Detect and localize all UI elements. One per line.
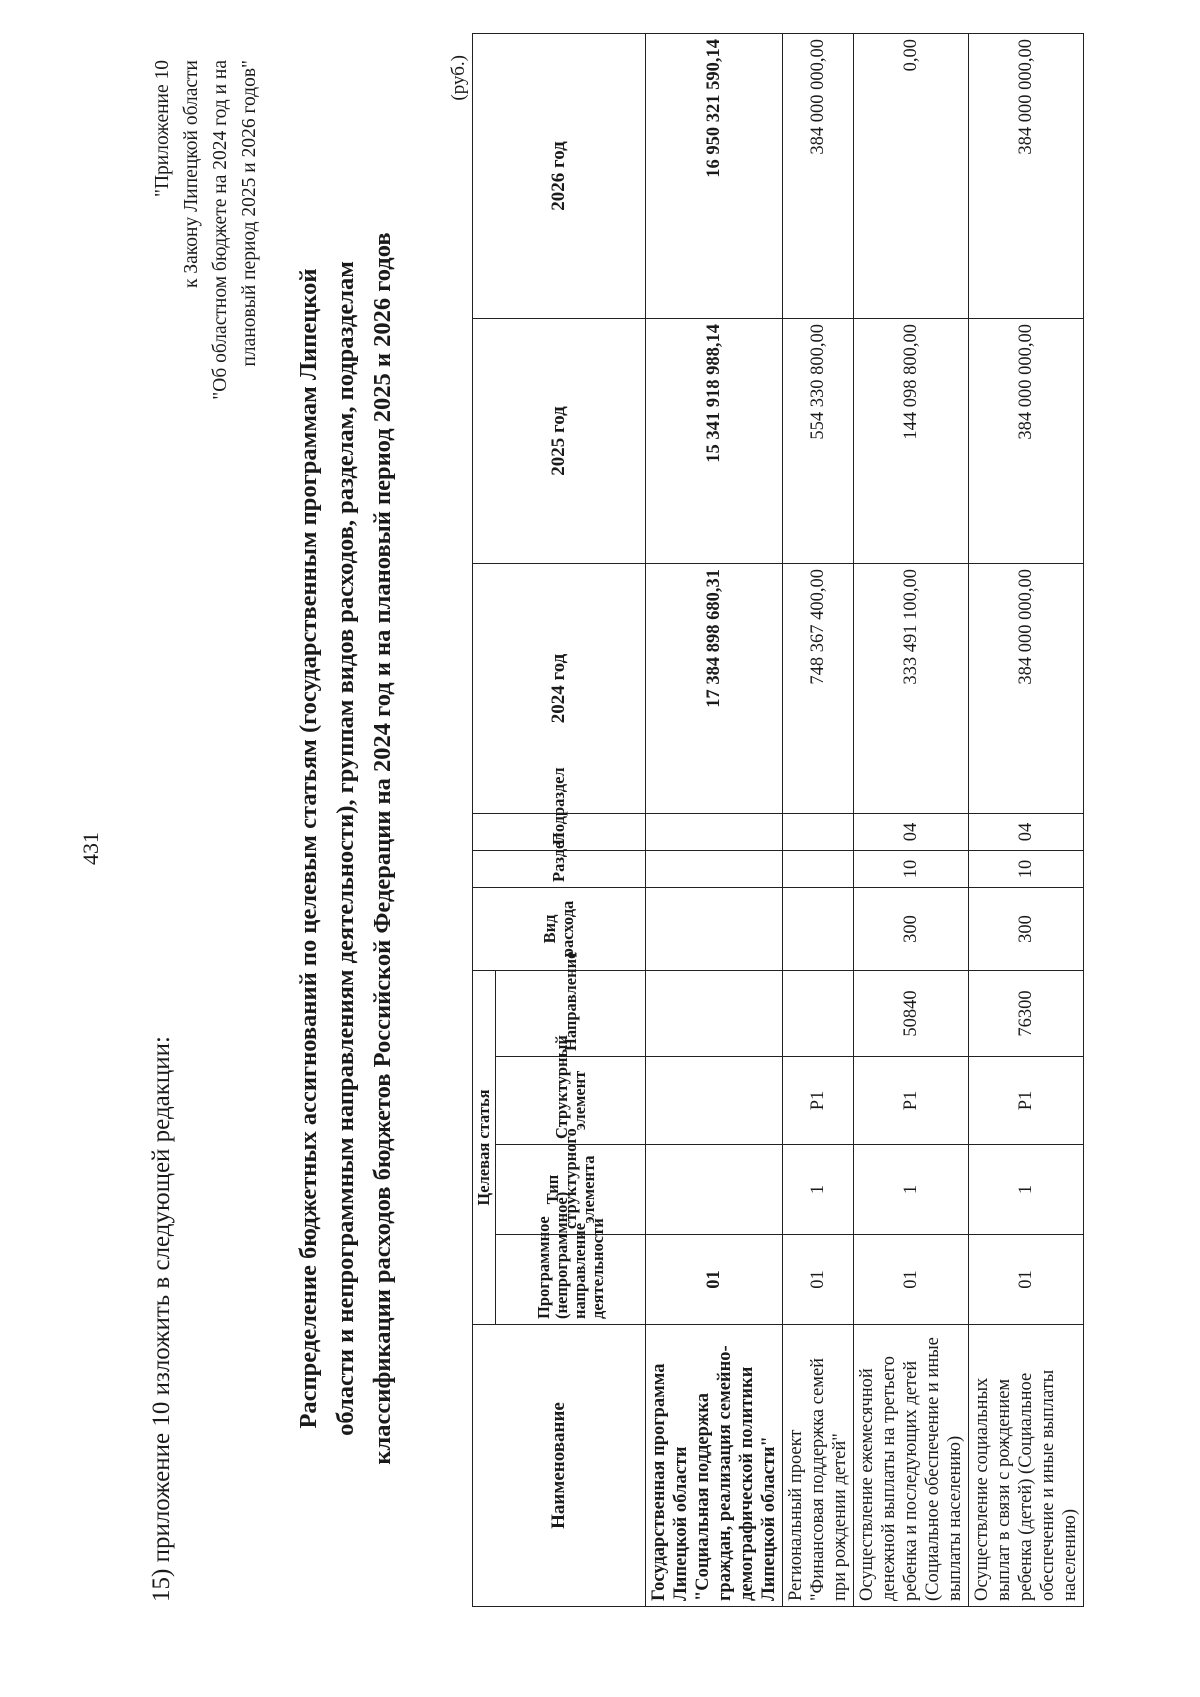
document-title xyxy=(290,100,401,1597)
row-amount-2025: 144 098 800,00 xyxy=(854,318,969,563)
header-subsection: Подраздел xyxy=(473,813,646,850)
row-direction: 50840 xyxy=(854,970,969,1056)
row-amount-2026: 16 950 321 590,14 xyxy=(646,33,783,318)
row-expense-type xyxy=(783,887,854,970)
table-row xyxy=(969,33,1084,1606)
row-section: 10 xyxy=(854,850,969,887)
header-program: Программное (непрограммное) направление деятельности xyxy=(496,1235,646,1325)
header-expense-type: Вид расхода xyxy=(473,887,646,970)
row-program: 01 xyxy=(854,1235,969,1325)
row-program: 01 xyxy=(969,1235,1084,1325)
row-amount-2025: 554 330 800,00 xyxy=(783,318,854,563)
row-amount-2026: 0,00 xyxy=(854,33,969,318)
row-amount-2025: 384 000 000,00 xyxy=(969,318,1084,563)
budget-table xyxy=(472,33,1084,1607)
row-program: 01 xyxy=(646,1235,783,1325)
row-struct-element: P1 xyxy=(969,1057,1084,1145)
row-struct-element: P1 xyxy=(783,1057,854,1145)
table-row xyxy=(646,33,783,1606)
title-line: классификации расходов бюджетов Российской Федерации на 2024 год и на плановый период 2025 и 2026 годов xyxy=(369,232,396,1465)
header-direction: Направление xyxy=(496,970,646,1056)
appendix-ref-line: "Об областном бюджете на 2024 год и на xyxy=(210,60,231,400)
row-section xyxy=(783,850,854,887)
intro-text: 15) приложение 10 изложить в следующей редакции: xyxy=(148,1036,175,1602)
header-target-article: Целевая статья xyxy=(473,970,496,1324)
table-row xyxy=(854,33,969,1606)
appendix-ref-line: "Приложение 10 xyxy=(152,60,173,197)
header-year-2025: 2025 год xyxy=(473,318,646,563)
header-year-2024: 2024 год xyxy=(473,563,646,813)
row-direction: 76300 xyxy=(969,970,1084,1056)
row-amount-2024: 17 384 898 680,31 xyxy=(646,563,783,813)
header-name: Наименование xyxy=(473,1325,646,1607)
row-amount-2024: 333 491 100,00 xyxy=(854,563,969,813)
row-section: 10 xyxy=(969,850,1084,887)
page-number: 431 xyxy=(78,832,103,865)
appendix-ref-line: плановый период 2025 и 2026 годов" xyxy=(239,60,260,367)
row-name: Государственная программа Липецкой области "Социальная поддержка граждан, реализация семейно-демографической политики Липецкой области" xyxy=(646,1325,783,1607)
row-direction xyxy=(646,970,783,1056)
row-amount-2026: 384 000 000,00 xyxy=(969,33,1084,318)
row-expense-type xyxy=(646,887,783,970)
row-amount-2024: 384 000 000,00 xyxy=(969,563,1084,813)
row-name: Региональный проект "Финансовая поддержка семей при рождении детей" xyxy=(783,1325,854,1607)
row-subsection: 04 xyxy=(854,813,969,850)
table-header-row xyxy=(473,33,496,1606)
row-struct-element: P1 xyxy=(854,1057,969,1145)
row-subsection xyxy=(646,813,783,850)
row-amount-2024: 748 367 400,00 xyxy=(783,563,854,813)
row-struct-element xyxy=(646,1057,783,1145)
row-subsection: 04 xyxy=(969,813,1084,850)
row-expense-type: 300 xyxy=(854,887,969,970)
table-row xyxy=(783,33,854,1606)
row-section xyxy=(646,850,783,887)
row-struct-type: 1 xyxy=(783,1145,854,1235)
row-struct-type: 1 xyxy=(969,1145,1084,1235)
row-amount-2026: 384 000 000,00 xyxy=(783,33,854,318)
row-name: Осуществление социальных выплат в связи с рождением ребенка (детей) (Социальное обеспечение и иные выплаты населению) xyxy=(969,1325,1084,1607)
row-struct-type: 1 xyxy=(854,1145,969,1235)
header-section: Раздел xyxy=(473,850,646,887)
row-struct-type xyxy=(646,1145,783,1235)
title-line: области и непрограммным направлениям деятельности), группам видов расходов, разделам, подразделам xyxy=(332,261,359,1436)
header-struct-type: Тип структурного элемента xyxy=(496,1145,646,1235)
unit-label: (руб.) xyxy=(448,55,469,101)
header-year-2026: 2026 год xyxy=(473,33,646,318)
row-direction xyxy=(783,970,854,1056)
appendix-reference xyxy=(148,60,264,680)
row-expense-type: 300 xyxy=(969,887,1084,970)
title-line: Распределение бюджетных ассигнований по целевым статьям (государственным программам Липецкой xyxy=(295,268,322,1429)
row-subsection xyxy=(783,813,854,850)
header-struct-element: Структурный элемент xyxy=(496,1057,646,1145)
appendix-ref-line: к Закону Липецкой области xyxy=(181,60,202,288)
row-name: Осуществление ежемесячной денежной выплаты на третьего ребенка и последующих детей (Социальное обеспечение и иные выплаты населению) xyxy=(854,1325,969,1607)
row-amount-2025: 15 341 918 988,14 xyxy=(646,318,783,563)
row-program: 01 xyxy=(783,1235,854,1325)
